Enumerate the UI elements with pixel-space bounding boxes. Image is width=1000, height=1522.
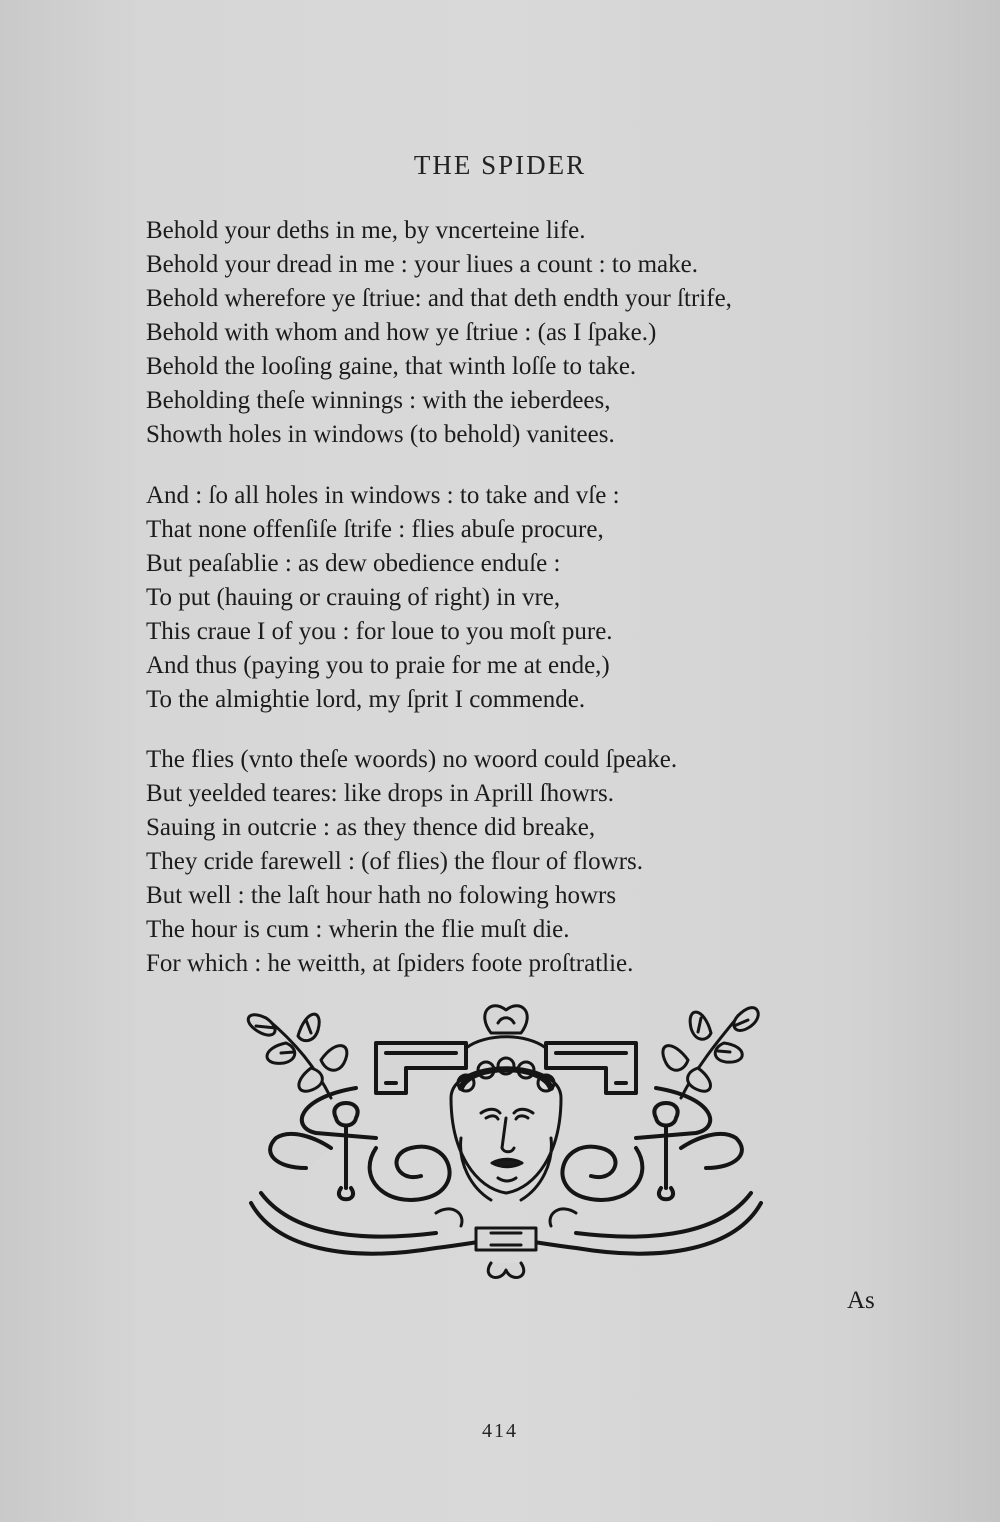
stanza-3 xyxy=(146,743,677,981)
top-crest xyxy=(466,1006,546,1048)
verse-line: They cride farewell : (of flies) the flour of flowrs. xyxy=(146,848,644,875)
verse-line: Behold wherefore ye ſtriue: and that deth endth your ſtrife, xyxy=(146,285,732,312)
verse-line: That none offenſiſe ſtrife : flies abuſe procure, xyxy=(146,516,604,543)
verse-line: But yeelded teares: like drops in Aprill ſhowrs. xyxy=(146,780,614,807)
verse-line: But well : the laſt hour hath no folowing howrs xyxy=(146,882,617,909)
verse-line: For which : he weitth, at ſpiders foote proſtratlie. xyxy=(146,950,634,977)
mask-face xyxy=(451,1058,561,1200)
verse-line: Behold with whom and how ye ſtriue : (as I ſpake.) xyxy=(146,319,657,346)
verse-line: And thus (paying you to praie for me at ende,) xyxy=(146,652,610,679)
verse-line: And : ſo all holes in windows : to take and vſe : xyxy=(146,482,620,509)
verse-line: Showth holes in windows (to behold) vanitees. xyxy=(146,421,615,448)
right-leaf-sprig xyxy=(663,1008,758,1098)
left-leaf-sprig xyxy=(248,1014,347,1098)
woodcut-ornament xyxy=(236,988,776,1283)
page-number: 414 xyxy=(482,1420,518,1442)
stanza-1 xyxy=(146,214,732,452)
verse-line: Beholding theſe winnings : with the ieberdees, xyxy=(146,387,611,414)
verse-line: The flies (vnto theſe woords) no woord could ſpeake. xyxy=(146,746,678,773)
verse-line: This craue I of you : for loue to you moſt pure. xyxy=(146,618,613,645)
catchword: As xyxy=(847,1287,875,1314)
verse-line: The hour is cum : wherin the flie muſt die. xyxy=(146,916,570,943)
running-title: THE SPIDER xyxy=(413,150,587,180)
stanza-2 xyxy=(146,479,620,717)
verse-line: Behold the looſing gaine, that winth loſſe to take. xyxy=(146,353,637,380)
verse-line: Sauing in outcrie : as they thence did breake, xyxy=(146,814,596,841)
verse-line: Behold your deths in me, by vncerteine life. xyxy=(146,217,586,244)
verse-line: But peaſablie : as dew obedience enduſe : xyxy=(146,550,561,577)
verse-line: To put (hauing or crauing of right) in vre, xyxy=(146,584,561,611)
verse-line: Behold your dread in me : your liues a count : to make. xyxy=(146,251,698,278)
verse-line: To the almightie lord, my ſprit I commende. xyxy=(146,686,586,713)
